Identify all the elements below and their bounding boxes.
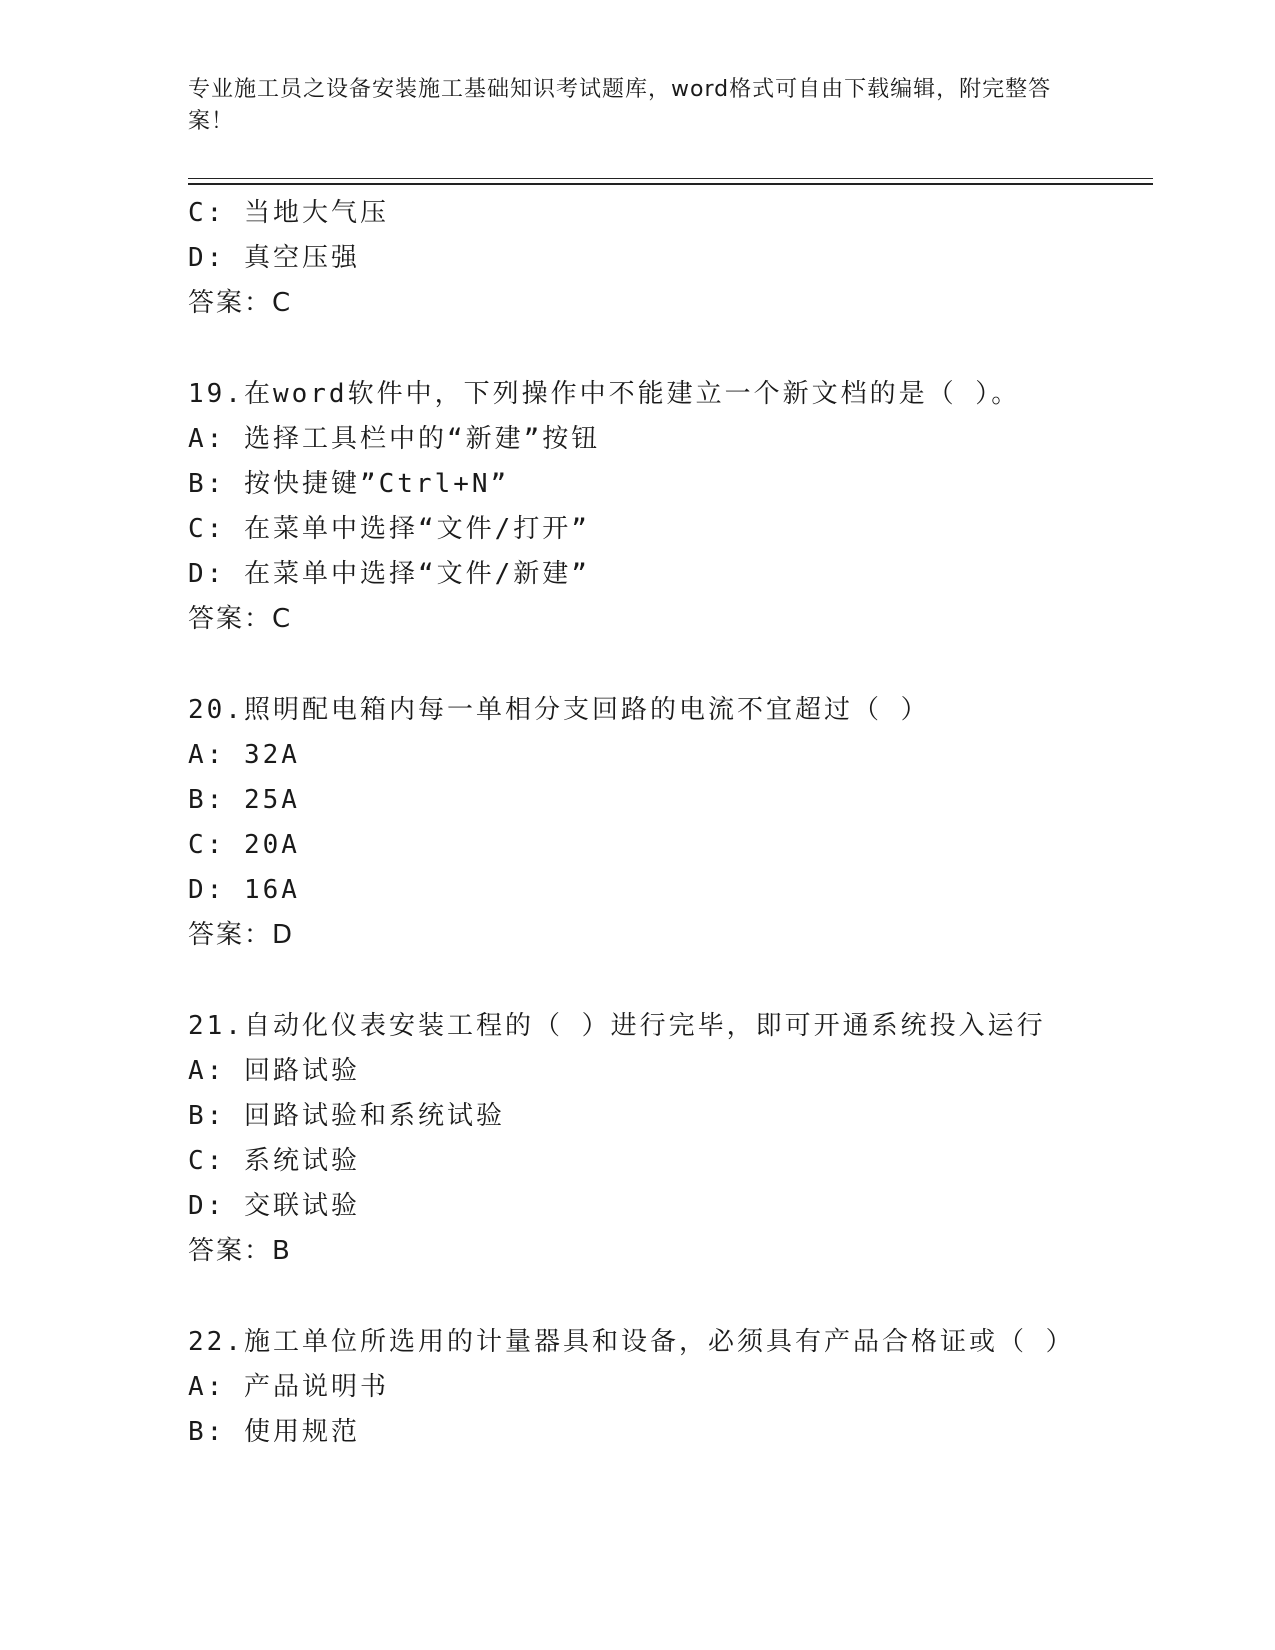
q20-option-d: D: 16A <box>188 875 300 905</box>
q18-option-d: D: 真空压强 <box>188 243 360 273</box>
q20-answer: 答案：D <box>188 920 295 950</box>
header-divider-thin <box>188 178 1153 179</box>
q18-option-c: C: 当地大气压 <box>188 198 389 228</box>
question-list <box>188 191 1153 1455</box>
q21-answer: 答案：B <box>188 1236 292 1266</box>
q21-option-b: B: 回路试验和系统试验 <box>188 1101 505 1131</box>
q19-option-c: C: 在菜单中选择“文件/打开” <box>188 514 590 544</box>
q19-option-d: D: 在菜单中选择“文件/新建” <box>188 559 590 589</box>
q20-question: 20.照明配电箱内每一单相分支回路的电流不宜超过（ ） <box>188 695 930 725</box>
document-header: 专业施工员之设备安装施工基础知识考试题库，word格式可自由下载编辑，附完整答案！ <box>188 77 1052 134</box>
q20-option-c: C: 20A <box>188 830 300 860</box>
q20-option-b: B: 25A <box>188 785 300 815</box>
q21-question: 21.自动化仪表安装工程的（ ）进行完毕，即可开通系统投入运行 <box>188 1011 1046 1041</box>
q22-option-b: B: 使用规范 <box>188 1417 360 1447</box>
header-divider-thick <box>188 183 1153 185</box>
q19-option-b: B: 按快捷键”Ctrl+N” <box>188 469 510 499</box>
q19-question: 19.在word软件中，下列操作中不能建立一个新文档的是（ ）。 <box>188 379 1021 409</box>
q18-answer: 答案：C <box>188 288 293 318</box>
q21-option-a: A: 回路试验 <box>188 1056 360 1086</box>
q22-option-a: A: 产品说明书 <box>188 1372 389 1402</box>
q21-option-c: C: 系统试验 <box>188 1146 360 1176</box>
q19-answer: 答案：C <box>188 604 293 634</box>
q20-option-a: A: 32A <box>188 740 300 770</box>
q19-option-a: A: 选择工具栏中的“新建”按钮 <box>188 424 601 454</box>
q22-question: 22.施工单位所选用的计量器具和设备，必须具有产品合格证或（ ） <box>188 1327 1075 1357</box>
q21-option-d: D: 交联试验 <box>188 1191 360 1221</box>
